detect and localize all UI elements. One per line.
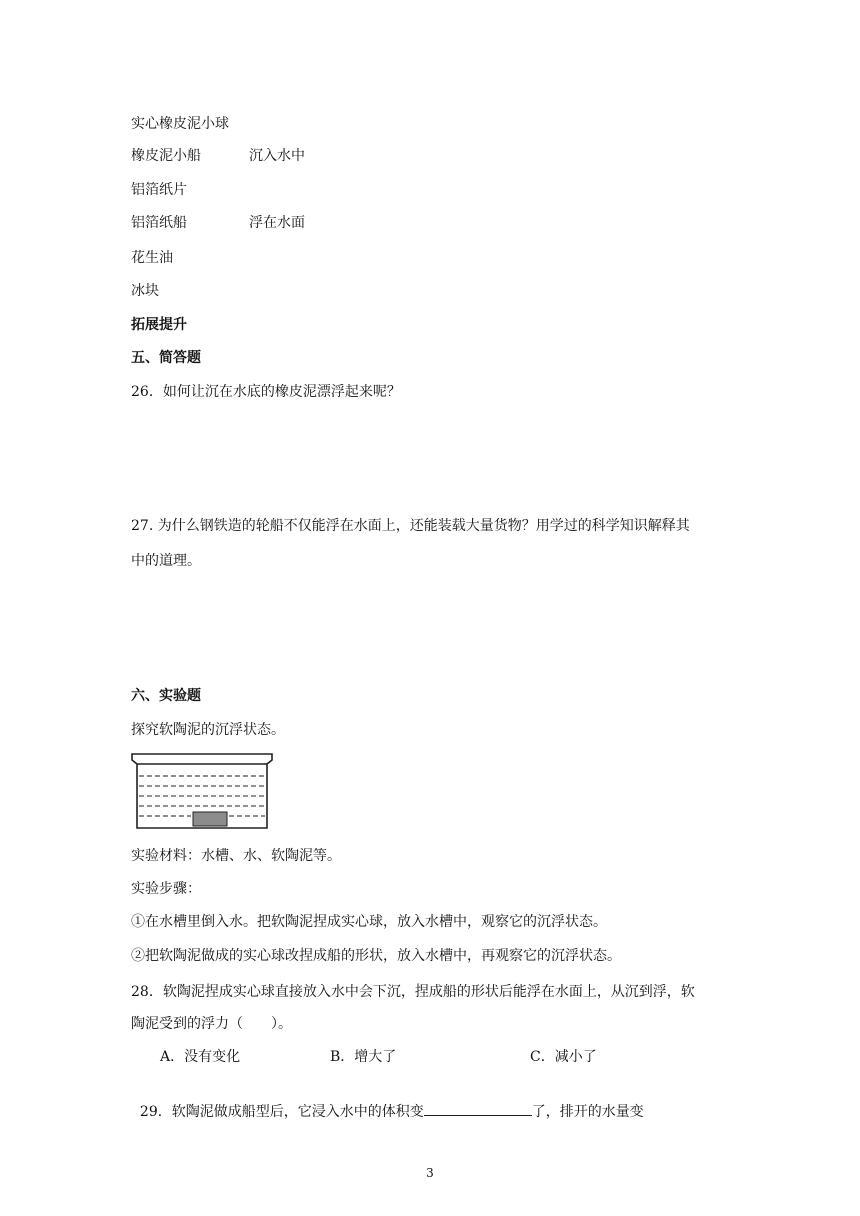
section-heading-extend: 拓展提升: [131, 317, 187, 333]
question-29-text-before: 29．软陶泥做成船型后，它浸入水中的体积变: [139, 1104, 424, 1120]
material-item: 实心橡皮泥小球: [131, 116, 229, 132]
water-lines: [139, 776, 265, 816]
material-item: 铝箔纸船: [131, 215, 187, 231]
water-tank-illustration: [131, 752, 273, 830]
experiment-step-2: ②把软陶泥做成的实心球改捏成船的形状，放入水槽中，再观察它的沉浮状态。: [131, 948, 621, 964]
material-state: 沉入水中: [249, 148, 305, 164]
page-number: 3: [426, 1166, 434, 1180]
experiment-materials: 实验材料：水槽、水、软陶泥等。: [131, 848, 341, 864]
material-item: 冰块: [131, 283, 159, 299]
question-27-line2: 中的道理。: [131, 553, 201, 569]
question-29-text-after: 了，排开的水量变: [531, 1104, 644, 1120]
experiment-step-1: ①在水槽里倒入水。把软陶泥捏成实心球，放入水槽中，观察它的沉浮状态。: [131, 914, 607, 930]
section-heading-short-answer: 五、简答题: [131, 350, 201, 366]
option-c[interactable]: C．减小了: [530, 1049, 597, 1065]
material-item: 橡皮泥小船: [131, 148, 201, 164]
material-item: 铝箔纸片: [131, 182, 187, 198]
question-28-line2: 陶泥受到的浮力（ ）。: [131, 1016, 292, 1032]
clay-block: [193, 812, 227, 826]
question-27-line1: 27. 为什么钢铁造的轮船不仅能浮在水面上，还能装载大量货物？用学过的科学知识解释其: [131, 518, 690, 534]
option-a[interactable]: A．没有变化: [160, 1049, 241, 1065]
section-heading-experiment: 六、实验题: [131, 688, 201, 704]
material-item: 花生油: [131, 250, 173, 266]
question-26: 26．如何让沉在水底的橡皮泥漂浮起来呢？: [131, 384, 401, 400]
experiment-steps-label: 实验步骤：: [131, 881, 201, 897]
option-b[interactable]: B．增大了: [330, 1049, 397, 1065]
answer-blank[interactable]: [424, 1101, 532, 1116]
material-state: 浮在水面: [249, 215, 305, 231]
question-28-line1: 28．软陶泥捏成实心球直接放入水中会下沉，捏成船的形状后能浮在水面上，从沉到浮，软: [131, 984, 695, 1000]
question-29: [131, 1081, 644, 1122]
experiment-intro: 探究软陶泥的沉浮状态。: [131, 722, 285, 738]
